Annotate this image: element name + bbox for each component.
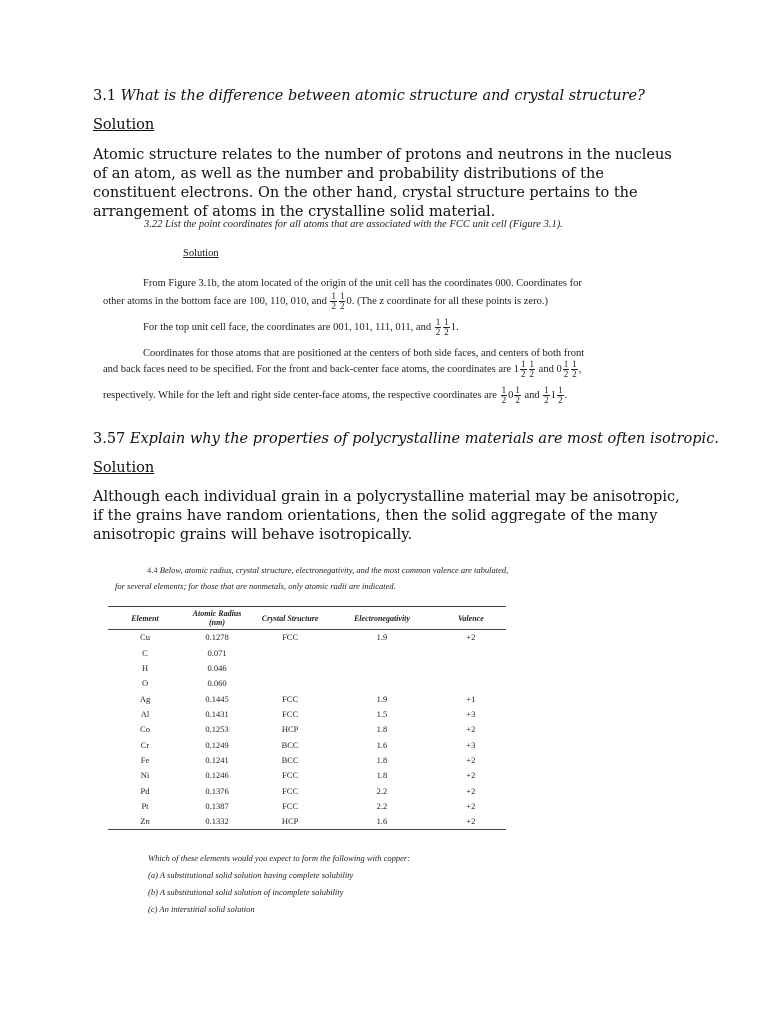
table-cell: 1.6 bbox=[328, 814, 436, 830]
fraction: $\frac{1}{2}$ bbox=[435, 317, 441, 337]
answer-3-57: Although each individual grain in a polycrystalline material may be anisotropic, if the grains have random orientations, then the solid aggregate of the many anisotropic grains will behave isotropically. bbox=[93, 489, 680, 543]
column-header: Valence bbox=[436, 607, 506, 630]
answer-3-1: Atomic structure relates to the number of protons and neutrons in the nucleus of an atom, as well as the number and probability distributions of the constituent electrons. On the other hand, crystal structure pertains to the arrangement of atoms in the crystalline solid material. bbox=[93, 147, 672, 220]
column-header: Element bbox=[108, 607, 182, 630]
question-text: What is the difference between atomic structure and crystal structure? bbox=[120, 88, 645, 104]
scan-line: From Figure 3.1b, the atom located of the origin of the unit cell has the coordinates 000. Coordinates for bbox=[143, 278, 582, 289]
table-cell: 1.8 bbox=[376, 724, 388, 735]
table-cell: +2 bbox=[466, 770, 476, 781]
table-cell: BCC bbox=[281, 739, 299, 750]
problem-number: 4.4 bbox=[147, 565, 158, 575]
table-cell: 1.6 bbox=[376, 739, 388, 750]
solution-heading: Solution bbox=[93, 460, 155, 476]
question-text: Explain why the properties of polycrystalline materials are most often isotropic. bbox=[129, 431, 719, 447]
table-cell: 0.1445 bbox=[205, 693, 229, 704]
table-cell: 0.060 bbox=[207, 678, 227, 689]
table-cell: 0.1278 bbox=[205, 632, 229, 643]
table-cell: +2 bbox=[466, 724, 476, 735]
table-row bbox=[108, 661, 506, 676]
column-header: Electronegativity bbox=[328, 607, 436, 630]
scanned-solution-3-22 bbox=[100, 212, 630, 417]
table-cell bbox=[328, 645, 436, 660]
scan-solution-heading: Solution bbox=[183, 248, 219, 259]
fraction: $\frac{1}{2}$ bbox=[515, 385, 520, 405]
table-cell: H bbox=[141, 662, 149, 673]
table-cell: Zn bbox=[108, 814, 182, 830]
table-cell: C bbox=[142, 647, 148, 658]
fraction: $\frac{1}{2}$ bbox=[331, 291, 336, 311]
table-row bbox=[108, 707, 506, 722]
table-row bbox=[108, 722, 506, 737]
table-cell: BCC bbox=[281, 754, 299, 765]
table-row bbox=[108, 768, 506, 783]
table-cell bbox=[328, 661, 436, 676]
follow-up-option-c: (c) An interstitial solid solution bbox=[148, 904, 255, 914]
fraction: $\frac{1}{2}$ bbox=[339, 291, 345, 311]
table-cell: Pd bbox=[140, 785, 150, 796]
table-cell: 1.9 bbox=[376, 693, 388, 704]
scan-caption: 4.4 Below, atomic radius, crystal structure, electronegativity, and the most common valence are tabulated, bbox=[147, 565, 509, 575]
table-cell: 1.5 bbox=[376, 708, 388, 719]
table-cell bbox=[436, 661, 506, 676]
table-cell: Fe bbox=[140, 754, 150, 765]
table-cell: 1.8 bbox=[376, 770, 388, 781]
table-cell: 0.1249 bbox=[205, 739, 229, 750]
table-cell: 0.1387 bbox=[205, 800, 229, 811]
fraction: $\frac{1}{2}$ bbox=[501, 385, 507, 405]
table-cell: Cr bbox=[140, 739, 150, 750]
table-cell bbox=[252, 676, 328, 691]
table-cell: 0.1376 bbox=[205, 785, 229, 796]
table-cell bbox=[436, 645, 506, 660]
table-cell: FCC bbox=[282, 632, 299, 643]
table-row bbox=[108, 783, 506, 798]
question-number: 3.1 bbox=[93, 88, 117, 104]
fraction: $\frac{1}{2}$ bbox=[544, 385, 549, 405]
table-row bbox=[108, 676, 506, 691]
table-cell: 2.2 bbox=[376, 785, 388, 796]
table-cell: Ag bbox=[139, 693, 151, 704]
table-cell: FCC bbox=[282, 708, 299, 719]
table-cell: HCP bbox=[252, 814, 328, 830]
table-cell: 0.1241 bbox=[205, 754, 229, 765]
column-header: Atomic Radius (nm) bbox=[182, 607, 252, 630]
table-row bbox=[108, 645, 506, 660]
table-cell: 2.2 bbox=[376, 800, 388, 811]
table-cell: 0.071 bbox=[207, 647, 227, 658]
table-cell bbox=[328, 676, 436, 691]
fraction: $\frac{1}{2}$ bbox=[558, 385, 563, 405]
question-3-1 bbox=[93, 88, 645, 104]
table-row bbox=[108, 753, 506, 768]
scanned-problem-4-4 bbox=[108, 560, 578, 920]
table-cell: HCP bbox=[281, 724, 299, 735]
table-cell: +2 bbox=[466, 754, 476, 765]
table-cell: Pt bbox=[141, 800, 149, 811]
fraction: $\frac{1}{2}$ bbox=[572, 359, 577, 379]
table-cell: +2 bbox=[466, 785, 476, 796]
table-cell: +2 bbox=[466, 632, 476, 643]
fraction: $\frac{1}{2}$ bbox=[521, 359, 526, 379]
scan-line: and back faces need to be specified. For the front and back-center face atoms, the coordinates are 1 $\frac{1}{2}$ $\frac{1}{2}$ and 0 $\frac{1}{2}$ $\frac{1}{2}$ , bbox=[103, 359, 582, 379]
table-cell bbox=[436, 676, 506, 691]
table-cell: +1 bbox=[466, 693, 476, 704]
follow-up-option-b: (b) A substitutional solid solution of incomplete solubility bbox=[148, 887, 344, 897]
scan-caption: for several elements; for those that are nonmetals, only atomic radii are indicated. bbox=[115, 581, 396, 591]
table-cell: 1.8 bbox=[376, 754, 388, 765]
table-row bbox=[108, 814, 506, 830]
table-cell: 0.1431 bbox=[205, 708, 229, 719]
table-cell: Al bbox=[140, 708, 150, 719]
table-cell: +3 bbox=[466, 739, 476, 750]
table-cell: 0.1246 bbox=[205, 770, 229, 781]
element-properties-table bbox=[108, 606, 506, 830]
scan-line: other atoms in the bottom face are 100, 110, 010, and $\frac{1}{2}$ $\frac{1}{2}$ 0. (The z coordinate for all these points is zero.) bbox=[103, 291, 548, 311]
table-cell: Cu bbox=[140, 632, 150, 643]
table-cell: 1.9 bbox=[376, 632, 388, 643]
scan-line: respectively. While for the left and right side center-face atoms, the respective coordinates are $\frac{1}{2}$ 0 $\frac{1}{2}$ and $\frac{1}{2}$ 1 $\frac{1}{2}$ . bbox=[103, 385, 568, 405]
table-row bbox=[108, 737, 506, 752]
table-header-row bbox=[108, 607, 506, 630]
table-cell: 0.046 bbox=[207, 662, 227, 673]
table-cell: Ni bbox=[140, 770, 150, 781]
table-cell: +2 bbox=[436, 814, 506, 830]
table-cell: FCC bbox=[282, 785, 299, 796]
fraction: $\frac{1}{2}$ bbox=[563, 359, 569, 379]
fraction: $\frac{1}{2}$ bbox=[529, 359, 535, 379]
follow-up-question: Which of these elements would you expect to form the following with copper: bbox=[148, 853, 411, 863]
table-cell: FCC bbox=[282, 770, 299, 781]
table-cell bbox=[252, 661, 328, 676]
solution-heading: Solution bbox=[93, 117, 155, 133]
scan-line: Coordinates for those atoms that are positioned at the centers of both side faces, and centers of both front bbox=[143, 348, 585, 359]
table-cell: Co bbox=[140, 724, 150, 735]
column-header: Crystal Structure bbox=[252, 607, 328, 630]
follow-up-option-a: (a) A substitutional solid solution having complete solubility bbox=[148, 870, 354, 880]
scan-line: For the top unit cell face, the coordinates are 001, 101, 111, 011, and $\frac{1}{2}$ $\frac{1}{2}$ 1. bbox=[143, 317, 459, 337]
table-row bbox=[108, 799, 506, 814]
table-cell: 0.1253 bbox=[205, 724, 229, 735]
table-cell bbox=[252, 645, 328, 660]
table-body bbox=[108, 630, 506, 830]
table-row bbox=[108, 630, 506, 646]
table-cell: O bbox=[141, 678, 149, 689]
table-cell: +2 bbox=[466, 800, 476, 811]
table-cell: FCC bbox=[282, 800, 299, 811]
question-3-57 bbox=[93, 431, 719, 447]
table-cell: 0.1332 bbox=[182, 814, 252, 830]
question-number: 3.57 bbox=[93, 431, 126, 447]
table-cell: FCC bbox=[282, 693, 299, 704]
fraction: $\frac{1}{2}$ bbox=[444, 317, 449, 337]
table-row bbox=[108, 691, 506, 706]
table-cell: +3 bbox=[466, 708, 476, 719]
scan-question-3-22: 3.22 List the point coordinates for all atoms that are associated with the FCC unit cell (Figure 3.1). bbox=[144, 219, 563, 230]
